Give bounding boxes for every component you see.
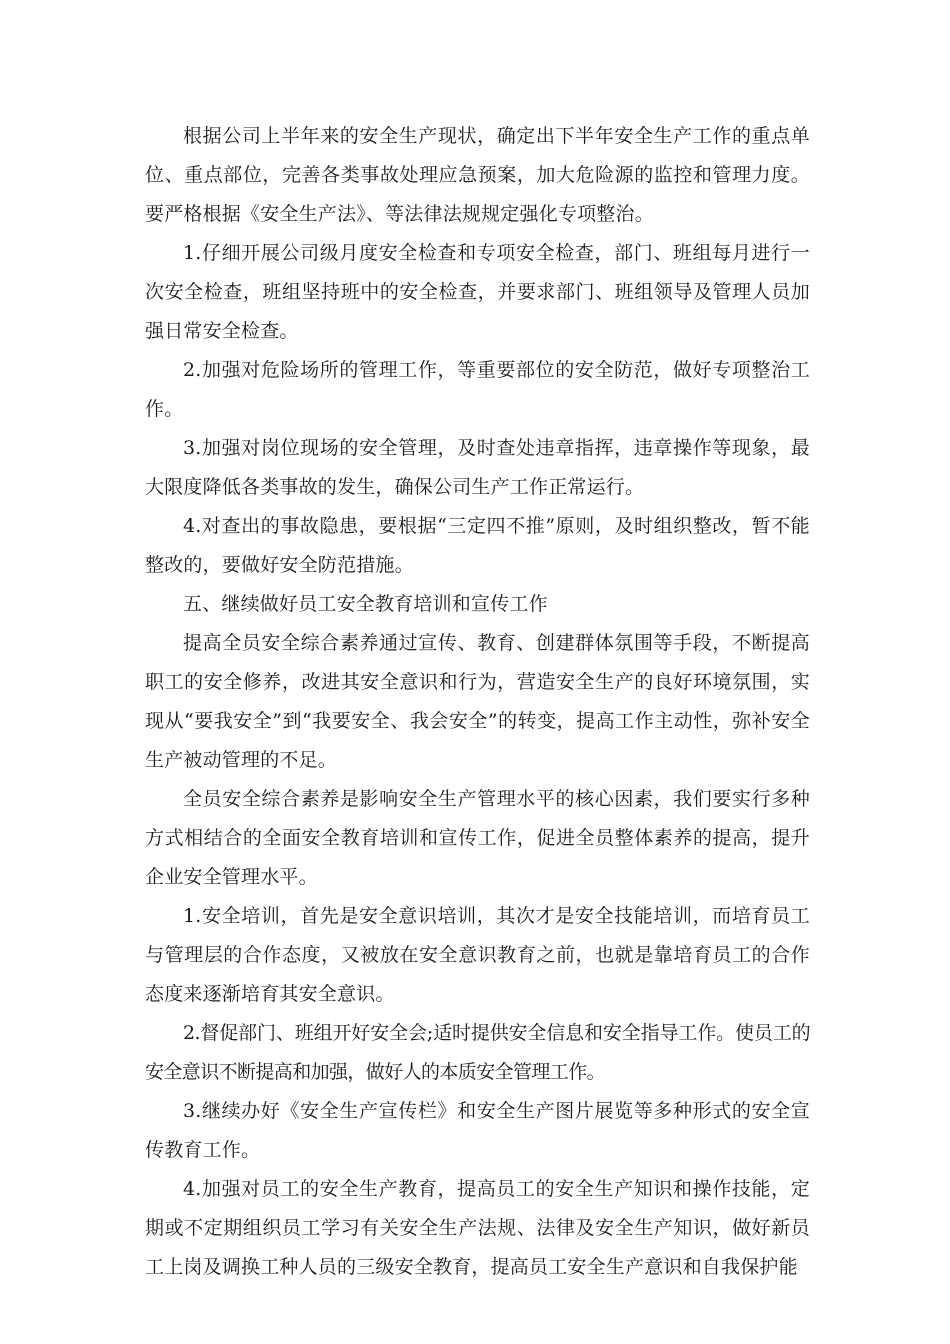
paragraph-training-item-3: 3.继续办好《安全生产宣传栏》和安全生产图片展览等多种形式的安全宣传教育工作。 (145, 1100, 810, 1161)
paragraph-training-item-2: 2.督促部门、班组开好安全会;适时提供安全信息和安全指导工作。使员工的安全意识不断提高和加强，做好人的本质安全管理工作。 (145, 1022, 810, 1083)
paragraph-item-2: 2.加强对危险场所的管理工作，等重要部位的安全防范，做好专项整治工作。 (145, 359, 810, 420)
paragraph-item-3: 3.加强对岗位现场的安全管理，及时查处违章指挥，违章操作等现象，最大限度降低各类事故的发生，确保公司生产工作正常运行。 (145, 437, 810, 498)
section-heading-5: 五、继续做好员工安全教育培训和宣传工作 (183, 593, 548, 615)
paragraph-item-4: 4.对查出的事故隐患，要根据“三定四不推”原则，及时组织整改，暂不能整改的，要做好安全防范措施。 (145, 515, 810, 576)
paragraph-intro: 根据公司上半年来的安全生产现状，确定出下半年安全生产工作的重点单位、重点部位，完善各类事故处理应急预案，加大危险源的监控和管理力度。要严格根据《安全生产法》、等法律法规规定强化专项整治。 (145, 125, 810, 225)
paragraph-training-goal: 提高全员安全综合素养通过宣传、教育、创建群体氛围等手段，不断提高职工的安全修养，改进其安全意识和行为，营造安全生产的良好环境氛围，实现从“要我安全”到“我要安全、我会安全”的转变，提高工作主动性，弥补安全生产被动管理的不足。 (145, 632, 810, 771)
document-body (145, 117, 810, 1287)
paragraph-training-core: 全员安全综合素养是影响安全生产管理水平的核心因素，我们要实行多种方式相结合的全面安全教育培训和宣传工作，促进全员整体素养的提高，提升企业安全管理水平。 (145, 788, 810, 888)
paragraph-item-1: 1.仔细开展公司级月度安全检查和专项安全检查，部门、班组每月进行一次安全检查，班组坚持班中的安全检查，并要求部门、班组领导及管理人员加强日常安全检查。 (145, 242, 810, 342)
paragraph-training-item-4: 4.加强对员工的安全生产教育，提高员工的安全生产知识和操作技能，定期或不定期组织员工学习有关安全生产法规、法律及安全生产知识，做好新员工上岗及调换工种人员的三级安全教育，提高员工安全生产意识和自我保护能 (145, 1178, 810, 1278)
paragraph-training-item-1: 1.安全培训，首先是安全意识培训，其次才是安全技能培训，而培育员工与管理层的合作态度，又被放在安全意识教育之前，也就是靠培育员工的合作态度来逐渐培育其安全意识。 (145, 905, 810, 1005)
